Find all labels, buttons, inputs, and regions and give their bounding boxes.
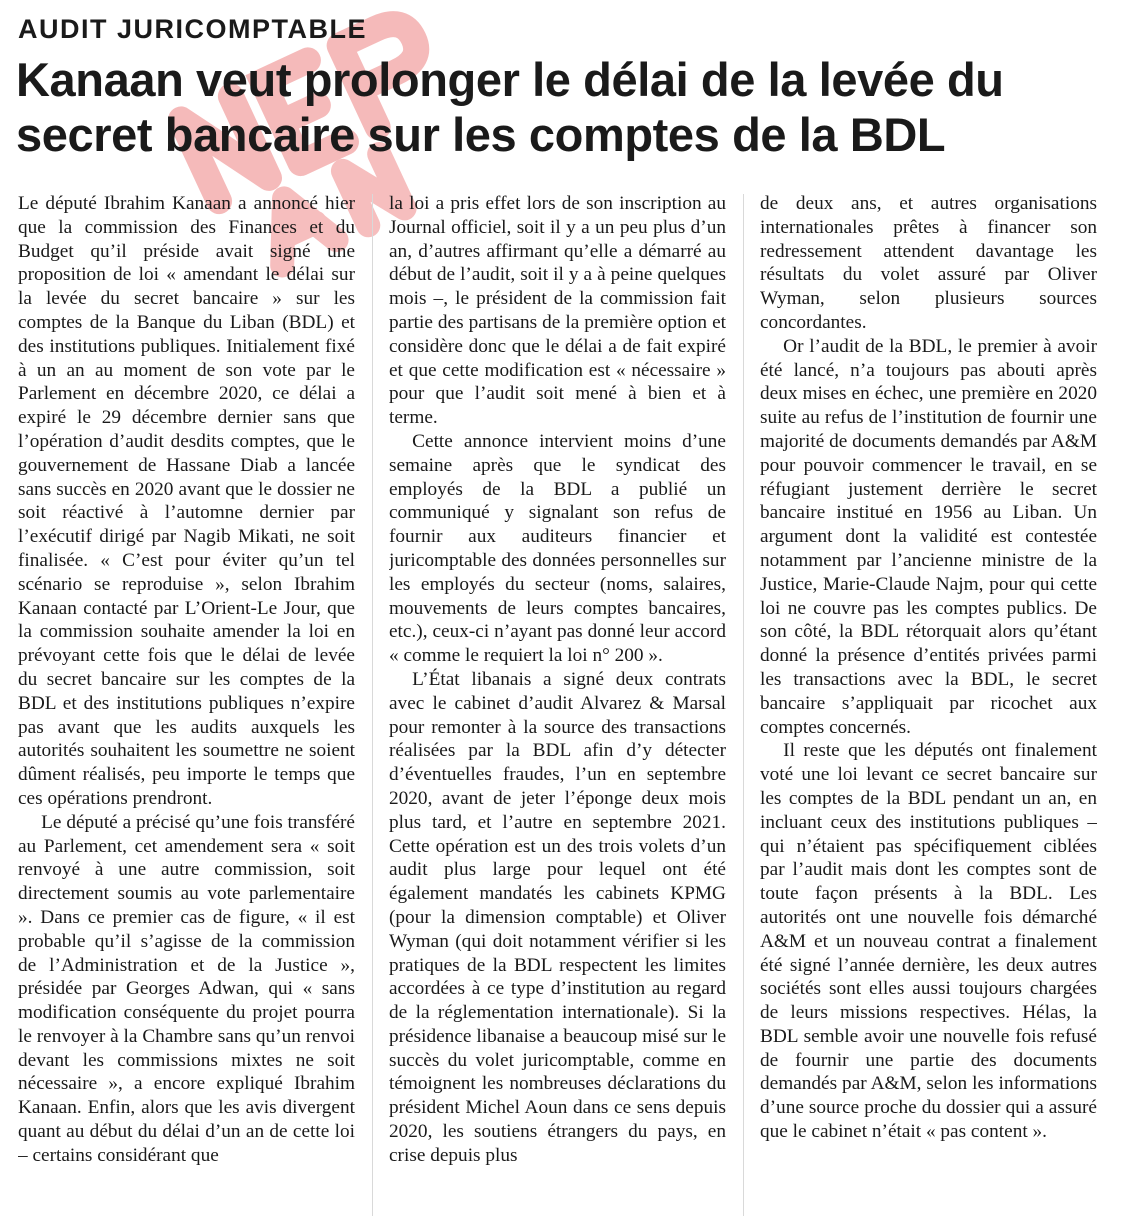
body-paragraph: la loi a pris effet lors de son inscription au Journal officiel, soit il y a un peu plus d’un an, d’autres affirmant qu’elle a démarré au début de l’audit, soit il y a à peine quelques mois –, le président de la commission fait partie des partisans de la première option et considère donc que le délai a de fait expiré et que cette modification est « nécessaire » pour que l’audit soit mené à bien et à terme. (389, 193, 726, 429)
article-kicker: AUDIT JURICOMPTABLE (18, 14, 367, 44)
article-column-2 (389, 192, 726, 1218)
body-paragraph: L’État libanais a signé deux contrats avec le cabinet d’audit Alvarez & Marsal pour remonter à la source des transactions réalisées par la BDL afin d’y détecter d’éventuelles fraudes, l’un en septembre 2020, avant de jeter l’éponge deux mois plus tard, et l’autre en septembre 2021. Cette opération est un des trois volets d’un audit plus large pour lequel ont été également mandatés les cabinets KPMG (pour la dimension comptable) et Oliver Wyman (qui doit notamment vérifier si les pratiques de la BDL respectent les limites accordées à ce type d’institution au regard de la réglementation internationale). Si la présidence libanaise a beaucoup misé sur le succès du volet juricomptable, comme en témoignent les nombreuses déclarations du président Michel Aoun dans ce sens depuis 2020, les soutiens étrangers du pays, en crise depuis plus (389, 668, 726, 1166)
article-headline (16, 52, 1111, 162)
headline-line-1: Kanaan veut prolonger le délai de la levée du (16, 53, 1004, 106)
body-paragraph: de deux ans, et autres organisations internationales prêtes à financer son redressement attendent davantage les résultats du volet assuré par Oliver Wyman, selon plusieurs sources concordantes. (760, 193, 1097, 333)
body-paragraph: Il reste que les députés ont finalement voté une loi levant ce secret bancaire sur les comptes de la BDL pendant un an, en incluant ceux des institutions publiques – qui n’étaient pas spécifiquement ciblées par l’audit mais dont les comptes sont de toute façon présents à la BDL. Les autorités ont une nouvelle fois démarché A&M et un nouveau contrat a finalement été signé l’année dernière, les deux autres sociétés sont elles aussi toujours chargées de leurs missions respectives. Hélas, la BDL semble avoir une nouvelle fois refusé de fournir une partie des documents demandés par A&M, selon les informations d’une source proche du dossier qui a assuré que le cabinet n’était « pas content ». (760, 740, 1097, 1143)
article-body (18, 192, 1098, 1218)
body-paragraph: Le député Ibrahim Kanaan a annoncé hier que la commission des Finances et du Budget qu’il préside avait signé une proposition de loi « amendant le délai sur la levée du secret bancaire » sur les comptes de la Banque du Liban (BDL) et des institutions publiques. Initialement fixé à un an au moment de son vote par le Parlement en décembre 2020, ce délai a expiré le 29 décembre dernier sans que l’opération d’audit desdits comptes, que le gouvernement de Hassane Diab a lancée sans succès en 2020 avant que le dossier ne soit réactivé à l’automne dernier par l’exécutif dirigé par Nagib Mikati, ne soit finalisée. « C’est pour éviter qu’un tel scénario se reproduise », selon Ibrahim Kanaan contacté par L’Orient-Le Jour, que la commission souhaite amender la loi en prévoyant cette fois que le délai de levée du secret bancaire sur les comptes de la BDL et des institutions publiques n’expire pas avant que les audits auxquels les autorités souhaitent les soumettre ne soient dûment réalisés, peu importe le temps que ces opérations prendront. (18, 193, 355, 809)
article-column-3 (760, 192, 1097, 1218)
body-paragraph: Cette annonce intervient moins d’une semaine après que le syndicat des employés de la BDL a publié un communiqué y signalant son refus de fournir aux auditeurs financier et juricomptable des données personnelles sur les employés du secteur (noms, salaires, mouvements de leurs comptes bancaires, etc.), ceux-ci n’ayant pas donné leur accord « comme le requiert la loi n° 200 ». (389, 430, 726, 667)
headline-line-2: secret bancaire sur les comptes de la BDL (16, 108, 946, 161)
body-paragraph: Or l’audit de la BDL, le premier à avoir été lancé, n’a toujours pas abouti après deux mises en échec, une première en 2020 suite au refus de l’institution de fournir une majorité de documents demandés par A&M pour pouvoir commencer le travail, en se réfugiant justement derrière le secret bancaire institué en 1956 au Liban. Un argument dont la validité est contestée notamment par l’ancienne ministre de la Justice, Marie-Claude Najm, pour qui cette loi ne couvre pas les comptes publics. De son côté, la BDL rétorquait alors qu’étant donné la présence d’entités privées parmi les transactions avec la BDL, le secret bancaire s’appliquait par ricochet aux comptes concernés. (760, 335, 1097, 738)
body-paragraph: Le député a précisé qu’une fois transféré au Parlement, cet amendement sera « soit renvoyé à une autre commission, soit directement soumis au vote parlementaire ». Dans ce premier cas de figure, « il est probable qu’il s’agisse de la commission de l’Administration et de la Justice », présidée par Georges Adwan, qui « sans modification conséquente du projet pourra le renvoyer à la Chambre sans qu’un renvoi devant les commissions mixtes ne soit nécessaire », a encore expliqué Ibrahim Kanaan. Enfin, alors que les avis divergent quant au début du délai d’un an de cette loi – certains considérant que (18, 811, 355, 1166)
article-column-1 (18, 192, 355, 1218)
